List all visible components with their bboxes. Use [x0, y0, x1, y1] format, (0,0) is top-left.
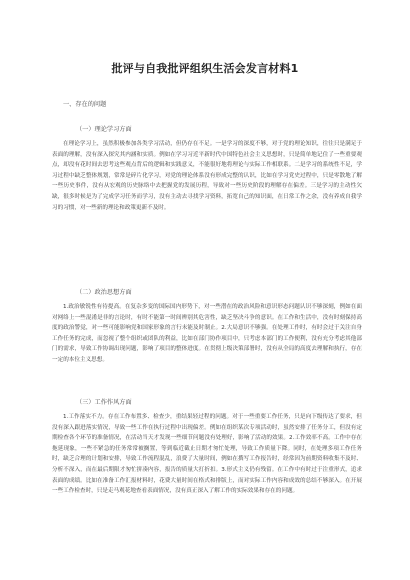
paragraph-theory: 在理论学习上，虽然积极参加各类学习活动，但仍存在不足。一是学习的深度不够，对于党的理论知识，往往只是满足于表面的理解，没有深入探究其内涵和实质。例如在学习习近平新时代中国特色社会主义思想时，只是简单地记住了一些重要观点，却没有花时间去思考这些观点背后的逻辑和实践意义，不能很好地将理论与实际工作相联系。二是学习的系统性不足，学习过程中缺乏整体规划，常常是碎片化学习，对党的理论体系没有形成完整的认识，比如在学习党史过程中，只是零散地了解一些历史事件，没有从宏观的历史脉络中去把握党的发展历程，导致对一些历史阶段的理解存在偏差。三是学习的主动性欠缺，很多时候是为了完成学习任务而学习，没有主动去寻找学习资料，拓宽自己的知识面，在日常工作之余，没有养成自我学习的习惯，对一些新的理论和政策更新不及时。 — [52, 141, 362, 211]
subsection-heading-politics: （二）政治思想方面 — [76, 289, 132, 296]
subsection-heading-theory: （一）理论学习方面 — [76, 126, 132, 133]
subsection-heading-work-style: （三）工作作风方面 — [76, 399, 132, 406]
paragraph-work-style: 1.工作落实不力。存在工作布置多、检查少，重结果轻过程的问题。对于一些重要工作任务，只是向下级传达了要求，但没有深入跟进落实情况，导致一些工作在执行过程中出现偏差。例如在组织某次专项活动时，虽然安排了任务分工，但没有定期检查各个环节的准备情况，在活动当天才发现一些细节问题没有处理好，影响了活动的效果。2.工作效率不高。工作中存在拖延现象，一些不紧急的任务常常被搁置，等到临近截止日期才匆忙处理，导致工作质量下降。同时，在处理多项工作任务时，缺乏合理的计划和安排，导致工作流程混乱，浪费了大量时间，例如在撰写工作报告时，经常因为前期资料收集不及时、分析不深入，而在最后期限才匆忙拼凑内容，报告的质量大打折扣。3.形式主义仍有残留。在工作中有时过于注重形式，追求表面的成绩。比如在准备工作汇报材料时，花费大量时间在格式和排版上，而对实际工作内容和成效的总结不够深入。在开展一些工作检查时，只是走马观花地查看表面情况，没有真正深入了解工作的实际效果和存在的问题。 — [52, 414, 362, 495]
paragraph-politics: 1.政治敏锐性有待提高。在复杂多变的国际国内形势下，对一些潜在的政治风险和意识形态问题认识不够深刻，例如在面对网络上一些混淆是非的言论时，有时不能第一时间辨别其危害性，缺乏坚决斗争的意识。在工作和生活中，没有时刻保持高度的政治警觉，对一些可能影响党和国家形象的言行未能及时制止。2.大局意识不够强。在处理工作时，有时会过于关注自身工作任务的完成，而忽视了整个组织或团队的利益，比如在部门协作项目中，只考虑本部门的工作便利，没有充分考虑其他部门的需求，导致工作协调出现问题，影响了项目的整体进度。在贯彻上级决策部署时，没有从全局的高度去理解和执行，存在一定的本位主义思想。 — [52, 304, 362, 363]
document-title: 批评与自我批评组织生活会发言材料1 — [111, 62, 299, 75]
section-heading: 一、存在的问题 — [63, 101, 107, 108]
